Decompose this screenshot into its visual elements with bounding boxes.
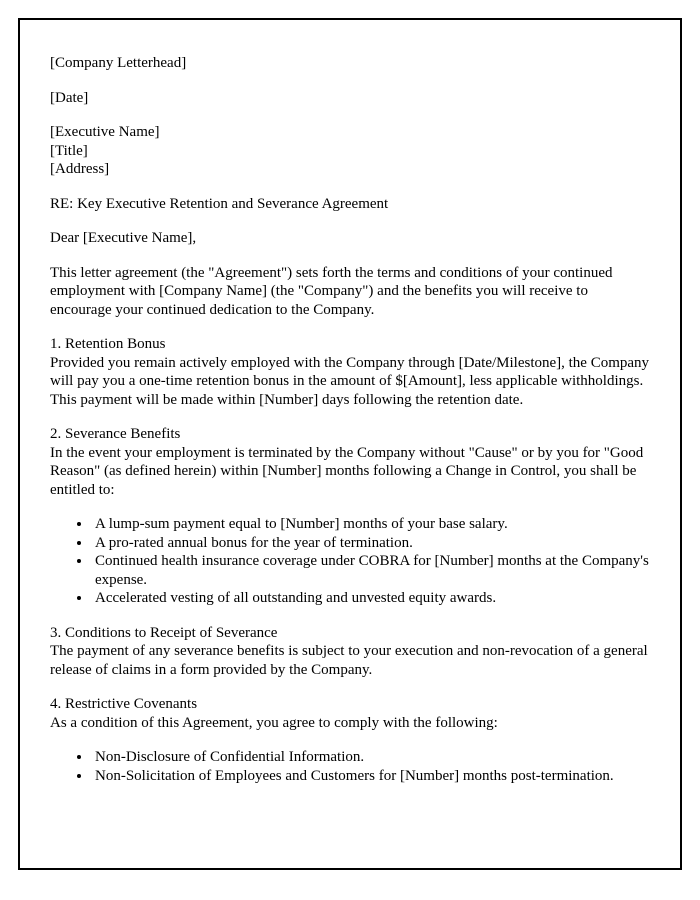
letterhead-placeholder: [Company Letterhead] [50,55,187,71]
list-item: • Accelerated vesting of all outstanding and unvested equity awards. [92,589,650,608]
severance-benefits-list [50,515,650,608]
section-heading-severance-benefits: 2. Severance Benefits [50,426,181,442]
section-body-restrictive-covenants: As a condition of this Agreement, you agree to comply with the following: [50,714,498,731]
section-heading-retention-bonus: 1. Retention Bonus [50,336,166,352]
section-heading-conditions: 3. Conditions to Receipt of Severance [50,624,278,641]
section-body-retention-bonus: Provided you remain actively employed with the Company through [Date/Milestone], the Company will pay you a one-time retention bonus in the amount of $[Amount], less applicable withholdings. This payment will be made within [Number] days following the retention date. [50,354,650,408]
recipient-block [50,123,650,179]
list-item: • Non-Disclosure of Confidential Information. [92,748,650,767]
recipient-title: [Title] [50,142,88,159]
letter-document [18,18,682,870]
list-item: • Non-Solicitation of Employees and Customers for [Number] months post-termination. [92,767,650,786]
date-placeholder: [Date] [50,89,89,106]
section-body-severance-benefits: In the event your employment is terminated by the Company without "Cause" or by you for "Good Reason" (as defined herein) within [Number] months following a Change in Control, you shall be entitled to: [50,444,644,498]
recipient-name: [Executive Name] [50,124,160,140]
recipient-address: [Address] [50,161,110,177]
list-item: • A lump-sum payment equal to [Number] months of your base salary. [92,515,650,534]
section-heading-restrictive-covenants: 4. Restrictive Covenants [50,696,198,712]
subject-line: RE: Key Executive Retention and Severance Agreement [50,195,389,212]
section-body-conditions: The payment of any severance benefits is subject to your execution and non-revocation of a general release of claims in a form provided by the Company. [50,643,648,678]
list-item: • Continued health insurance coverage under COBRA for [Number] months at the Company's expense. [92,552,650,589]
intro-paragraph: This letter agreement (the "Agreement") sets forth the terms and conditions of your continued employment with [Company Name] (the "Company") and the benefits you will receive to encourage your continued dedication to the Company. [50,264,613,318]
salutation: Dear [Executive Name], [50,230,197,246]
restrictive-covenants-list [50,748,650,785]
list-item: • A pro-rated annual bonus for the year of termination. [92,534,650,553]
